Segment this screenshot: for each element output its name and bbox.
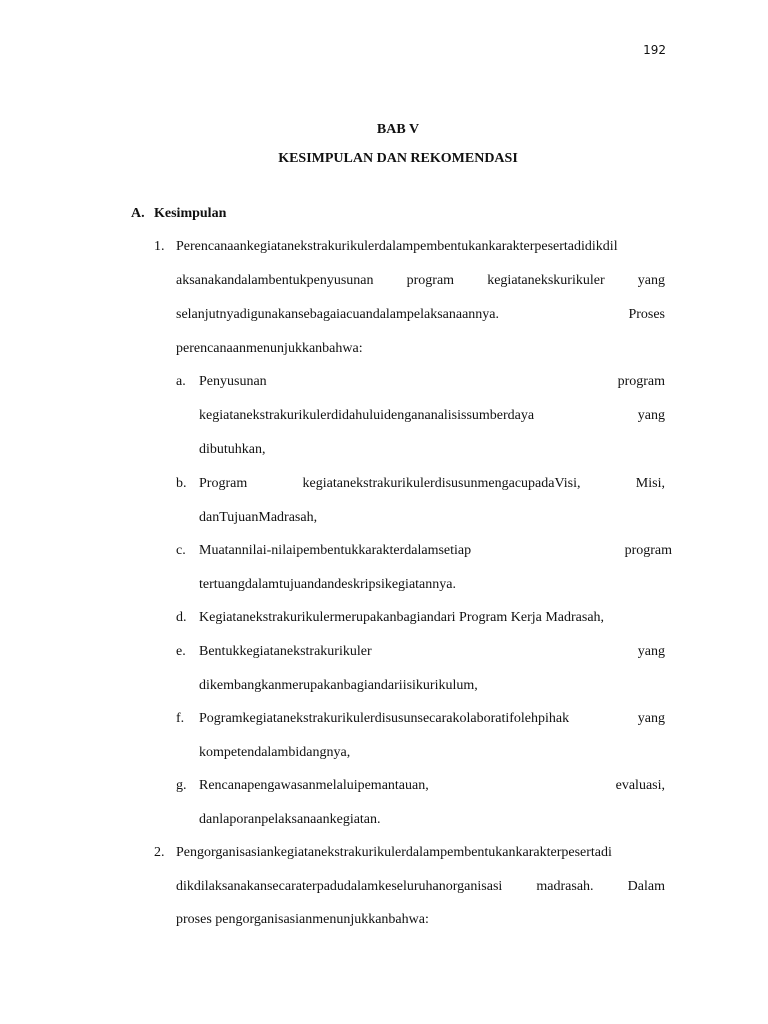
subitem-g-marker: g.	[176, 778, 187, 793]
subitem-a-line-1	[199, 374, 665, 390]
word: Misi,	[635, 476, 665, 491]
section-marker: A.	[131, 206, 145, 221]
word: Pogramkegiatanekstrakurikulerdisusunsecarakolaboratifolehpihak	[199, 711, 570, 726]
subitem-a-line-2	[199, 408, 665, 424]
section-title: Kesimpulan	[154, 206, 227, 221]
word: program	[624, 543, 672, 558]
word: Penyusunan	[199, 374, 267, 389]
word: yang	[637, 408, 665, 423]
subitem-b-line-1	[199, 476, 665, 492]
word: yang	[637, 273, 665, 288]
item-2-line-2	[176, 879, 665, 895]
subitem-f-line-1	[199, 711, 665, 727]
subitem-e-line-1	[199, 644, 665, 660]
subitem-e-marker: e.	[176, 644, 186, 659]
subitem-c-marker: c.	[176, 543, 186, 558]
chapter-label: BAB V	[376, 122, 420, 137]
word: selanjutnyadigunakansebagaiacuandalampelaksanaannya.	[176, 307, 500, 322]
subitem-a-marker: a.	[176, 374, 186, 389]
item-2-line-3: proses pengorganisasianmenunjukkanbahwa:	[176, 912, 429, 927]
item-1-line-4: perencanaanmenunjukkanbahwa:	[176, 341, 363, 356]
page-number: 192	[643, 43, 666, 57]
subitem-d-line-1: Kegiatanekstrakurikulermerupakanbagiandari Program Kerja Madrasah,	[199, 610, 605, 625]
item-2-line-1: Pengorganisasiankegiatanekstrakurikulerdalampembentukankarakterpesertadi	[176, 845, 612, 860]
item-2-marker: 2.	[154, 845, 165, 860]
subitem-d-marker: d.	[176, 610, 187, 625]
word: madrasah.	[536, 879, 594, 894]
subitem-g-line-2: danlaporanpelaksanaankegiatan.	[199, 812, 381, 827]
word: program	[617, 374, 665, 389]
subitem-g-line-1	[199, 778, 665, 794]
word: Muatannilai-nilaipembentukkarakterdalamsetiap	[199, 543, 472, 558]
subitem-a-line-3: dibutuhkan,	[199, 442, 266, 457]
word: Program	[199, 476, 248, 491]
subitem-b-line-2: danTujuanMadrasah,	[199, 510, 318, 525]
word: kegiatanekstrakurikulerdisusunmengacupadaVisi,	[302, 476, 581, 491]
word: Proses	[628, 307, 665, 322]
word: Bentukkegiatanekstrakurikuler	[199, 644, 372, 659]
item-1-line-1: Perencanaankegiatanekstrakurikulerdalampembentukankarakterpesertadidikdil	[176, 239, 618, 254]
word: dikdilaksanakansecaraterpadudalamkeseluruhanorganisasi	[176, 879, 503, 894]
word: Rencanapengawasanmelaluipemantauan,	[199, 778, 429, 793]
word: program	[406, 273, 455, 288]
word: kegiatanekstrakurikulerdidahuluidengananalisissumberdaya	[199, 408, 535, 423]
word: kegiatanekskurikuler	[487, 273, 605, 288]
subitem-c-line-1	[199, 543, 672, 559]
subitem-b-marker: b.	[176, 476, 187, 491]
subitem-e-line-2: dikembangkanmerupakanbagiandariisikurikulum,	[199, 678, 478, 693]
item-1-line-3	[176, 307, 665, 323]
subitem-f-line-2: kompetendalambidangnya,	[199, 745, 351, 760]
word: yang	[637, 644, 665, 659]
chapter-title: KESIMPULAN DAN REKOMENDASI	[278, 151, 518, 166]
item-1-marker: 1.	[154, 239, 165, 254]
word: aksanakandalambentukpenyusunan	[176, 273, 374, 288]
subitem-c-line-2: tertuangdalamtujuandandeskripsikegiatannya.	[199, 577, 456, 592]
word: yang	[637, 711, 665, 726]
subitem-f-marker: f.	[176, 711, 185, 726]
word: evaluasi,	[615, 778, 665, 793]
item-1-line-2	[176, 273, 665, 289]
word: Dalam	[627, 879, 665, 894]
